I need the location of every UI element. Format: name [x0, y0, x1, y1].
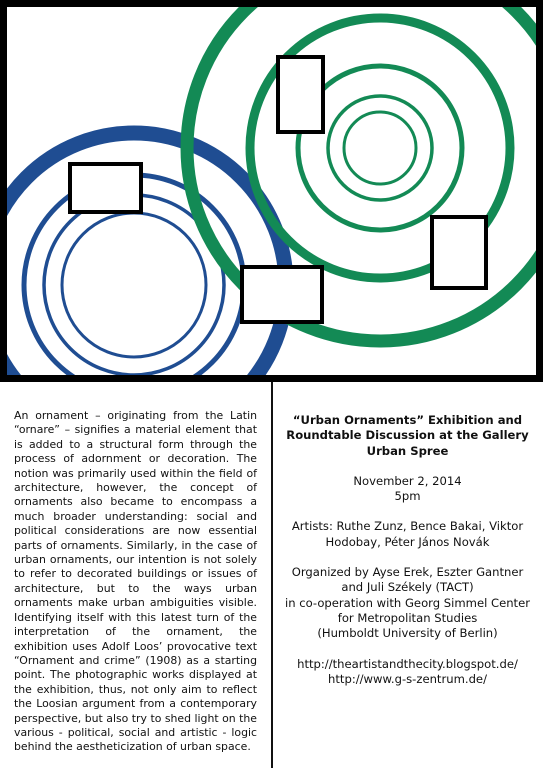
event-artists — [280, 519, 535, 550]
center-website-link[interactable]: http://www.g-s-zentrum.de/ — [328, 671, 487, 686]
panel-bottom — [242, 267, 322, 322]
description-text: An ornament – originating from the Latin “ornare” – signifies a material element that is added to a structural form through the process of adornment or decoration. The notion was primarily used within the field of architecture, however, the concept of ornaments also became to encompass a much broader understanding: social and political considerations are now essential parts of ornaments. Similarly, in the case of urban ornaments, our intention is not solely to refer to decorated buildings or issues of architecture, but to the ways urban ornaments make urban ambiguities visible. Identifying itself with this latest turn of the interpretation of the ornament, the exhibition uses Adolf Loos’ provocative text “Ornament and crime” (1908) as a starting point. The photographic works displayed at the exhibition, thus, not only aim to reflect the Loosian argument from a contemporary perspective, but also try to shed light on the various - political, social and artistic - logic behind the aestheticization of urban space. — [14, 409, 257, 754]
artists-line: Hodobay, Péter János Novák — [325, 534, 490, 549]
green-ring-inner — [344, 112, 416, 184]
organizers-line: and Juli Székely (TACT) — [341, 580, 474, 595]
event-title-line: “Urban Ornaments” Exhibition and — [292, 413, 523, 427]
framed-panels — [70, 57, 486, 322]
panel-right — [432, 217, 486, 288]
event-title — [280, 413, 535, 459]
organizers-line: for Metropolitan Studies — [337, 610, 478, 625]
blue-ring-4 — [62, 213, 206, 357]
event-time: 5pm — [394, 489, 421, 504]
panel-top — [278, 57, 323, 132]
concentric-circles-graphic — [0, 0, 543, 382]
column-divider — [271, 382, 273, 768]
organizers-line: in co-operation with Georg Simmel Center — [284, 595, 530, 610]
event-organizers — [280, 565, 535, 641]
event-links — [280, 657, 535, 688]
organizers-line: Organized by Ayse Erek, Eszter Gantner — [291, 565, 524, 580]
organizers-line: (Humboldt University of Berlin) — [317, 626, 498, 641]
event-title-line: Urban Spree — [366, 443, 449, 458]
event-info — [280, 413, 535, 702]
blog-link[interactable]: http://theartistandthecity.blogspot.de/ — [297, 656, 518, 671]
poster-artwork — [0, 0, 543, 382]
panel-left — [70, 164, 141, 212]
event-datetime — [280, 474, 535, 505]
event-date: November 2, 2014 — [353, 473, 462, 488]
event-title-line: Roundtable Discussion at the Gallery — [286, 428, 529, 443]
artists-line: Artists: Ruthe Zunz, Bence Bakai, Viktor — [291, 519, 524, 534]
